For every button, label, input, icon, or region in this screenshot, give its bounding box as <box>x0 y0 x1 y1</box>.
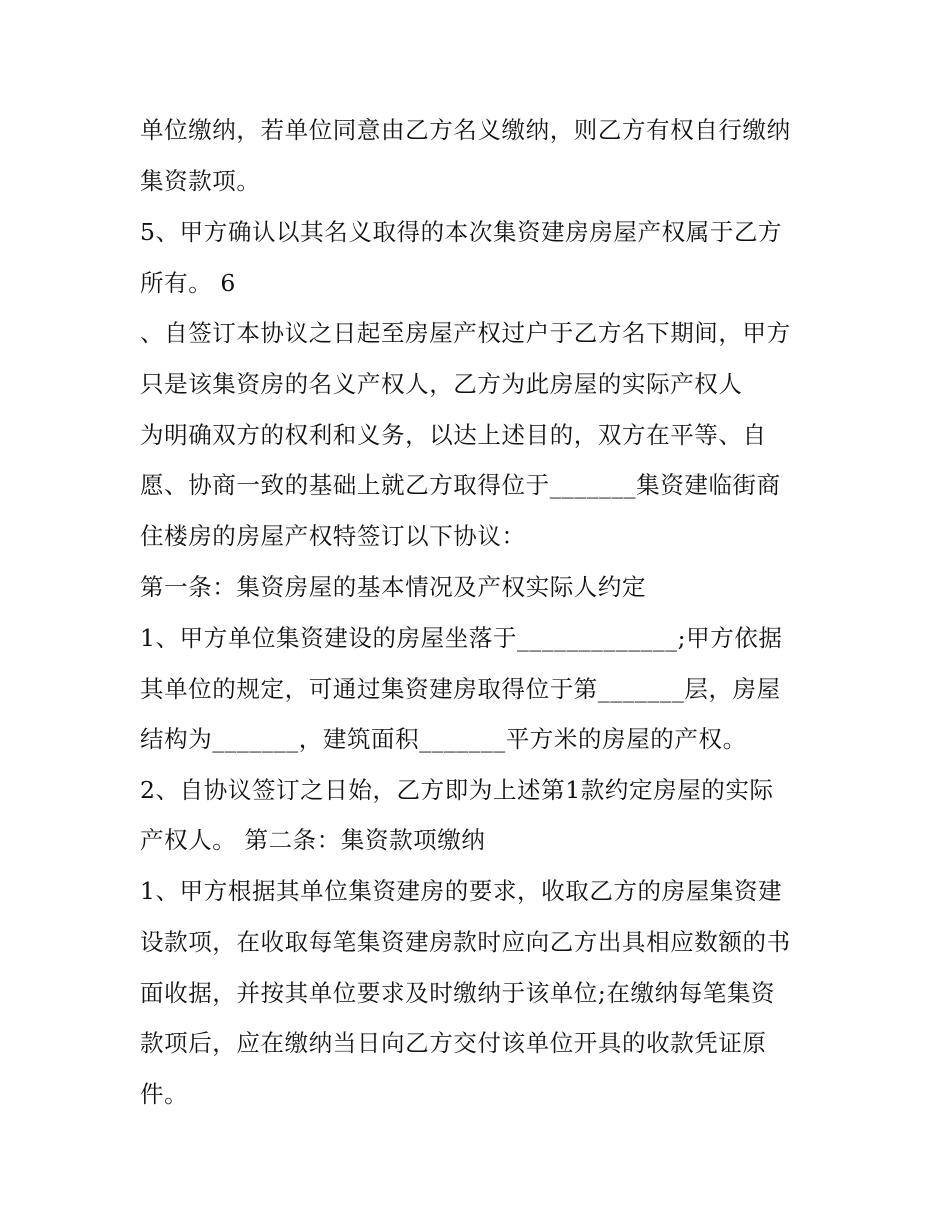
text-line: 产权人。 第二条：集资款项缴纳 <box>140 826 486 854</box>
text-line: 只是该集资房的名义产权人，乙方为此房屋的实际产权人 <box>140 370 743 398</box>
text-line: 单位缴纳，若单位同意由乙方名义缴纳，则乙方有权自行缴纳 <box>140 116 791 144</box>
text-line: 集资款项。 <box>140 167 261 195</box>
text-line: 其单位的规定，可通过集资建房取得位于第_______层，房屋 <box>140 675 781 703</box>
text-line: 件。 <box>140 1080 189 1108</box>
text-line: 2、自协议签订之日始，乙方即为上述第1款约定房屋的实际 <box>140 776 774 804</box>
text-line: 款项后，应在缴纳当日向乙方交付该单位开具的收款凭证原 <box>140 1029 767 1057</box>
text-line: 、自签订本协议之日起至房屋产权过户于乙方名下期间，甲方 <box>140 319 791 347</box>
text-line: 所有。 6 <box>140 269 236 297</box>
text-line: 1、甲方单位集资建设的房屋坐落于_____________;甲方依据 <box>140 624 783 652</box>
text-line: 面收据，并按其单位要求及时缴纳于该单位;在缴纳每笔集资 <box>140 979 776 1007</box>
text-line: 住楼房的房屋产权特签订以下协议： <box>140 522 526 550</box>
text-line: 为明确双方的权利和义务，以达上述目的，双方在平等、自 <box>140 421 767 449</box>
text-line: 愿、协商一致的基础上就乙方取得位于_______集资建临街商 <box>140 471 781 499</box>
text-line: 1、甲方根据其单位集资建房的要求，收取乙方的房屋集资建 <box>140 877 783 905</box>
text-line: 设款项，在收取每笔集资建房款时应向乙方出具相应数额的书 <box>140 928 791 956</box>
text-line: 结构为_______，建筑面积_______平方米的房屋的产权。 <box>140 725 747 753</box>
text-line: 5、甲方确认以其名义取得的本次集资建房房屋产权属于乙方 <box>140 218 783 246</box>
section-heading: 第一条：集资房屋的基本情况及产权实际人约定 <box>140 573 647 601</box>
